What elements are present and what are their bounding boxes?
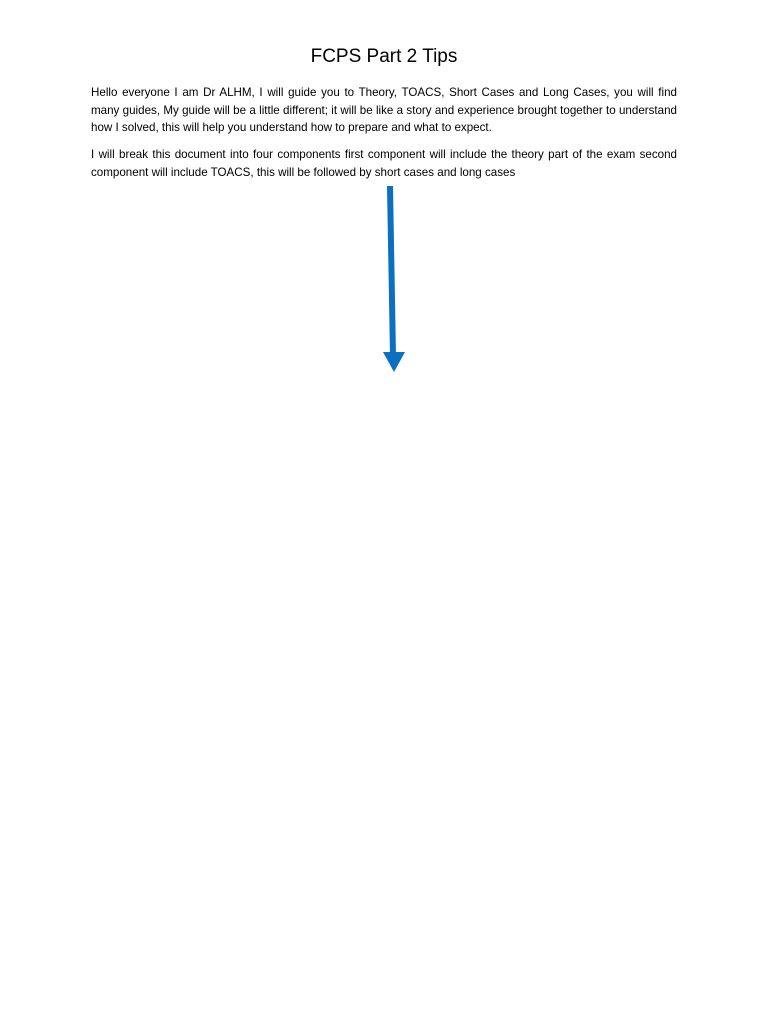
- intro-paragraph: Hello everyone I am Dr ALHM, I will guide you to Theory, TOACS, Short Cases and Long Cases, you will find many guides, My guide will be a little different; it will be like a story and experience brought together to understand how I solved, this will help you understand how to prepare and what to expect.: [91, 86, 677, 134]
- down-arrow-icon: [380, 186, 408, 376]
- arrow-head: [383, 352, 405, 372]
- page-title: FCPS Part 2 Tips: [310, 46, 458, 67]
- arrow-shaft: [390, 186, 393, 356]
- structure-paragraph: I will break this document into four components first component will include the theory part of the exam second component will include TOACS, this will be followed by short cases and long cases: [91, 148, 677, 179]
